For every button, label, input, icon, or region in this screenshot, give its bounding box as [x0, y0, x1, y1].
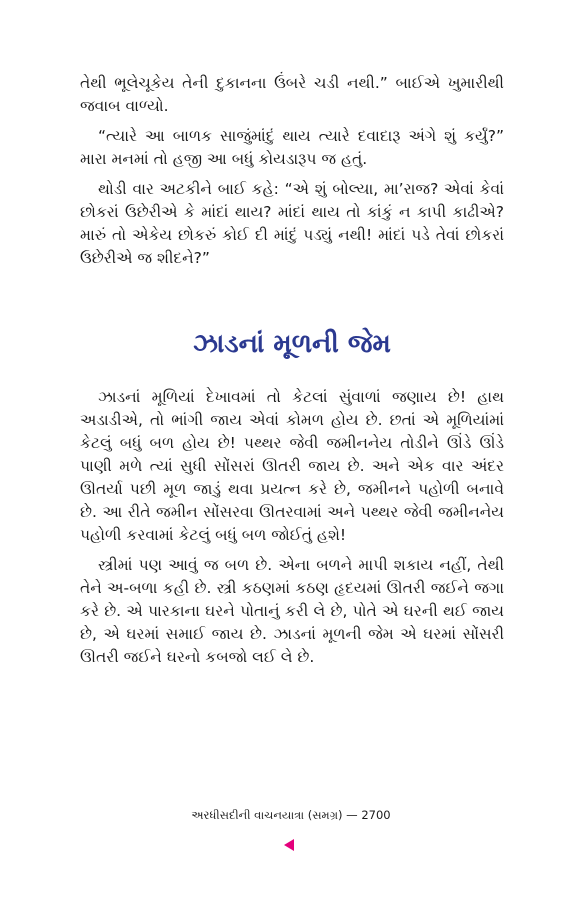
- paragraph-1: તેથી ભૂલેચૂકેય તેની દુકાનના ઉંબરે ચડી નથી.” બાઈએ ખુમારીથી જવાબ વાળ્યો.: [80, 74, 504, 115]
- section-heading: ઝાડનાં મૂળની જેમ: [193, 329, 391, 359]
- paragraph-5: સ્ત્રીમાં પણ આવું જ બળ છે. એના બળને માપી શકાય નહીં, તેથી તેને અ-બળા કહી છે. સ્ત્રી કઠણમાં કઠણ હૃદયમાં ઊતરી જઈને જગા કરે છે. એ પારકાના ઘરને પોતાનું કરી લે છે, પોતે એ ઘરની થઈ જાય છે, એ ઘરમાં સમાઈ જાય છે. ઝાડનાં મૂળની જેમ એ ઘરમાં સોંસરી ઊતરી જઈને ઘરનો કબજો લઈ લે છે.: [80, 556, 504, 666]
- paragraph-2: “ત્યારે આ બાળક સાજુંમાંદું થાય ત્યારે દવાદારૂ અંગે શું કર્યું?” મારા મનમાં તો હજી આ બધું કોયડારૂપ જ હતું.: [80, 127, 504, 168]
- paragraph-3: થોડી વાર અટકીને બાઈ કહે: “એ શું બોલ્યા, મા’રાજ? એવાં કેવાં છોકરાં ઉછેરીએ કે માંદાં થાય? માંદાં થાય તો કાંકું ન કાપી કાઢીએ? મારું તો એકેય છોકરું કોઈ દી માંદું પડ્યું નથી! માંદાં પડે તેવાં છોકરાં ઉછેરીએ જ શીદને?”: [80, 180, 504, 267]
- page-footer: અરધીસદીની વાચનયાત્રા (સમગ્ર) — 2700: [191, 808, 391, 822]
- previous-page-icon[interactable]: [284, 839, 294, 851]
- paragraph-4: ઝાડનાં મૂળિયાં દેખાવમાં તો કેટલાં સુંવાળાં જણાય છે! હાથ અડાડીએ, તો ભાંગી જાય એવાં કોમળ હોય છે. છતાં એ મૂળિયાંમાં કેટલું બધું બળ હોય છે! પથ્થર જેવી જમીનનેય તોડીને ઊંડે ઊંડે પાણી મળે ત્યાં સુધી સોંસરાં ઊતરી જાય છે. અને એક વાર અંદર ઊતર્યા પછી મૂળ જાડું થવા પ્રયત્ન કરે છે, જમીનને પહોળી બનાવે છે. આ રીતે જમીન સોંસરવા ઊતરવામાં અને પથ્થર જેવી જમીનનેય પહોળી કરવામાં કેટલું બધું બળ જોઈતું હશે!: [80, 388, 504, 544]
- page-content: [80, 72, 504, 669]
